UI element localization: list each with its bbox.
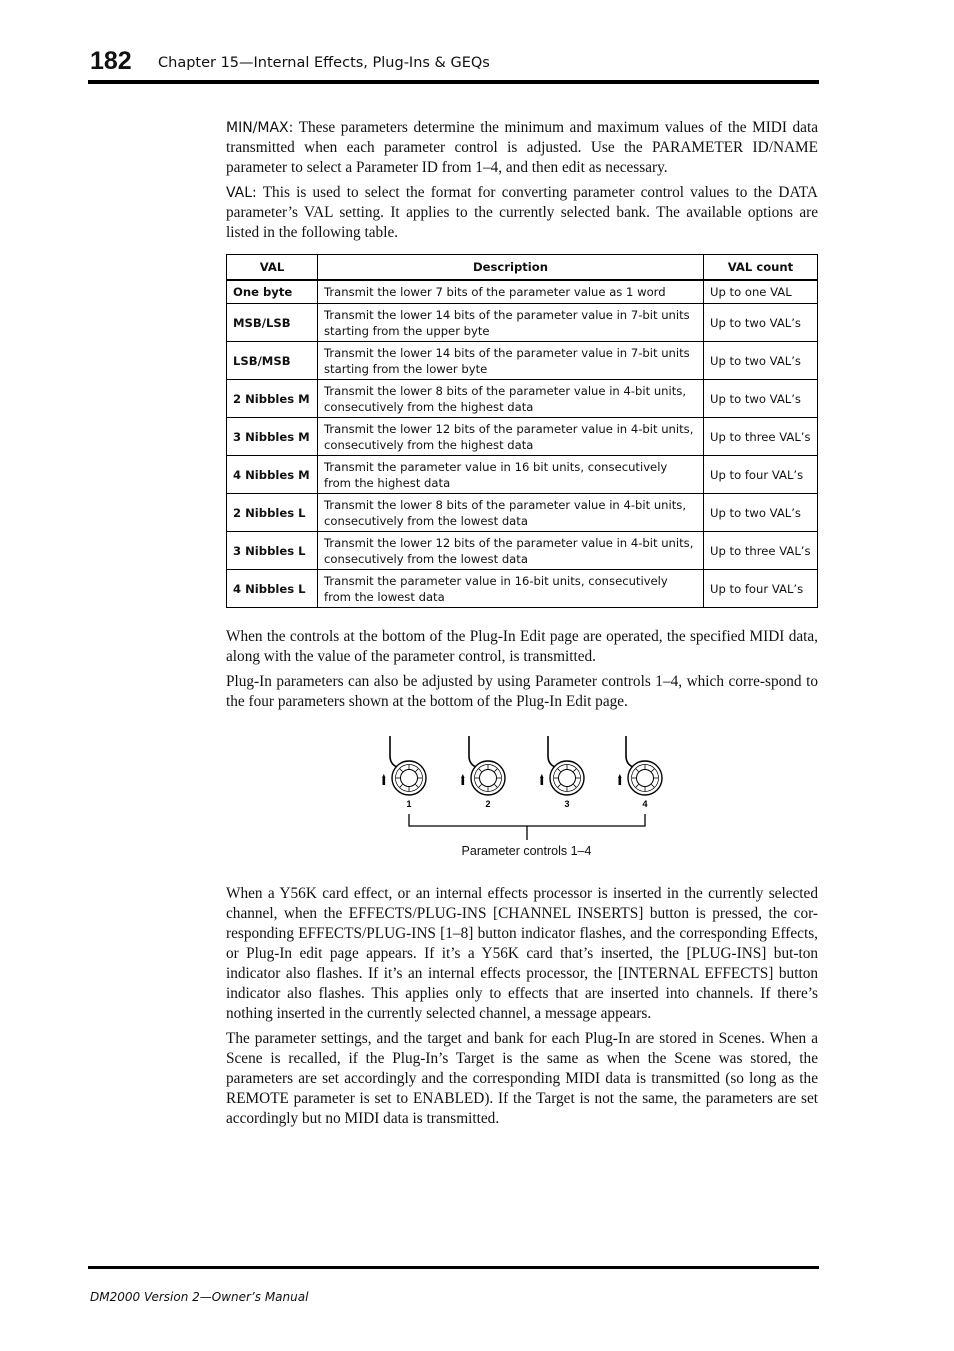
table-row	[227, 570, 818, 608]
cell-val-count: Up to two VAL’s	[704, 342, 818, 380]
cell-description: Transmit the lower 14 bits of the parameter value in 7-bit units starting from the lower byte	[318, 342, 704, 380]
cell-val: MSB/LSB	[227, 304, 318, 342]
val-text: This is used to select the format for converting parameter control values to the DATA parameter’s VAL setting. It applies to the currently selected bank. The available options are listed in the following table.	[226, 184, 818, 241]
knob-label-1: 1	[406, 799, 412, 809]
cell-val-count: Up to one VAL	[704, 280, 818, 304]
cell-val: 3 Nibbles M	[227, 418, 318, 456]
table-row	[227, 532, 818, 570]
knob-label-4: 4	[642, 799, 648, 809]
parameter-knob-icon	[461, 736, 505, 795]
parameter-knob-icon	[540, 736, 584, 795]
cell-val-count: Up to two VAL’s	[704, 304, 818, 342]
cell-val-count: Up to two VAL’s	[704, 380, 818, 418]
cell-val: 3 Nibbles L	[227, 532, 318, 570]
table-row	[227, 494, 818, 532]
cell-description: Transmit the lower 7 bits of the parameter value as 1 word	[318, 280, 704, 304]
val-table	[226, 254, 818, 608]
table-row	[227, 342, 818, 380]
header-rule	[88, 80, 819, 84]
page-number: 182	[90, 47, 132, 75]
cell-val-count: Up to four VAL’s	[704, 570, 818, 608]
cell-val-count: Up to two VAL’s	[704, 494, 818, 532]
parameter-controls-figure	[370, 730, 690, 870]
minmax-text: These parameters determine the minimum and maximum values of the MIDI data transmitted when each parameter control is adjusted. Use the PARAMETER ID/NAME parameter to select a Parameter ID from 1–4, and then edit as necessary.	[226, 119, 818, 176]
knob-label-2: 2	[485, 799, 491, 809]
figure-caption: Parameter controls 1–4	[461, 844, 592, 858]
cell-val: 2 Nibbles L	[227, 494, 318, 532]
table-row	[227, 280, 818, 304]
body-paragraph-1: When the controls at the bottom of the Plug-In Edit page are operated, the specified MIDI data, along with the value of the parameter control, is transmitted.	[226, 628, 818, 665]
body-paragraph-2: Plug-In parameters can also be adjusted by using Parameter controls 1–4, which corre-spond to the four parameters shown at the bottom of the Plug-In Edit page.	[226, 673, 818, 710]
header-val: VAL	[227, 255, 318, 281]
table-row	[227, 380, 818, 418]
cell-val: 4 Nibbles M	[227, 456, 318, 494]
page-header	[88, 46, 819, 76]
cell-val: 2 Nibbles M	[227, 380, 318, 418]
parameter-controls-illustration	[370, 730, 690, 840]
cell-description: Transmit the lower 12 bits of the parameter value in 4-bit units, consecutively from the lowest data	[318, 532, 704, 570]
body-paragraph-4: The parameter settings, and the target and bank for each Plug-In are stored in Scenes. When a Scene is recalled, if the Plug-In’s Target is the same as when the Scene was stored, the parameters are set accordingly and the corresponding MIDI data is transmitted (so long as the REMOTE parameter is set to ENABLED). If the Target is not the same, the parameters are set accordingly but no MIDI data is transmitted.	[226, 1030, 818, 1127]
val-term: VAL:	[226, 185, 257, 201]
minmax-paragraph	[226, 118, 818, 178]
cell-description: Transmit the lower 8 bits of the parameter value in 4-bit units, consecutively from the lowest data	[318, 494, 704, 532]
val-paragraph	[226, 183, 818, 243]
cell-description: Transmit the lower 8 bits of the parameter value in 4-bit units, consecutively from the highest data	[318, 380, 704, 418]
knob-label-3: 3	[564, 799, 570, 809]
cell-description: Transmit the parameter value in 16 bit units, consecutively from the highest data	[318, 456, 704, 494]
minmax-term: MIN/MAX:	[226, 120, 294, 136]
table-row	[227, 304, 818, 342]
table-row	[227, 456, 818, 494]
body-paragraph-3: When a Y56K card effect, or an internal effects processor is inserted in the currently selected channel, when the EFFECTS/PLUG-INS [CHANNEL INSERTS] button is pressed, the cor-responding EFFECTS/PLUG-INS [1–8] button indicator flashes, and the corresponding Effects, or Plug-In edit page appears. If it’s a Y56K card that’s inserted, the [PLUG-INS] but-ton indicator also flashes. If it’s an internal effects processor, the [INTERNAL EFFECTS] button indicator also flashes. This applies only to effects that are inserted into channels. If there’s nothing inserted in the currently selected channel, a message appears.	[226, 885, 818, 1022]
cell-description: Transmit the lower 14 bits of the parameter value in 7-bit units starting from the upper byte	[318, 304, 704, 342]
footer-text: DM2000 Version 2—Owner’s Manual	[90, 1290, 309, 1304]
cell-val: 4 Nibbles L	[227, 570, 318, 608]
footer-rule	[88, 1266, 819, 1269]
parameter-knob-icon	[382, 736, 426, 795]
parameter-knob-icon	[618, 736, 662, 795]
cell-val-count: Up to three VAL’s	[704, 418, 818, 456]
cell-val: LSB/MSB	[227, 342, 318, 380]
table-header-row	[227, 255, 818, 281]
cell-val: One byte	[227, 280, 318, 304]
header-description: Description	[318, 255, 704, 281]
bracket-line	[409, 814, 645, 826]
cell-description: Transmit the lower 12 bits of the parameter value in 4-bit units, consecutively from the highest data	[318, 418, 704, 456]
header-val-count: VAL count	[704, 255, 818, 281]
table-row	[227, 418, 818, 456]
cell-val-count: Up to three VAL’s	[704, 532, 818, 570]
cell-description: Transmit the parameter value in 16-bit units, consecutively from the lowest data	[318, 570, 704, 608]
chapter-title: Chapter 15—Internal Effects, Plug-Ins & GEQs	[158, 55, 490, 71]
cell-val-count: Up to four VAL’s	[704, 456, 818, 494]
